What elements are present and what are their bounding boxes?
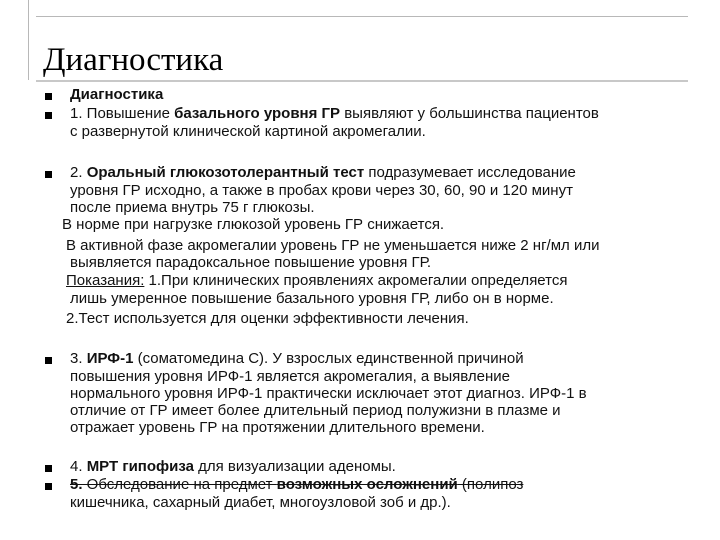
item2-line2: уровня ГР исходно, а также в пробах крови через 30, 60, 90 и 120 минут <box>70 182 573 199</box>
item4-line1: 4. МРТ гипофиза для визуализации аденомы. <box>70 458 396 475</box>
item3-line5: отражает уровень ГР на протяжении длительного времени. <box>70 419 485 436</box>
bullet-icon <box>45 112 52 119</box>
item1-line1: 1. Повышение базального уровня ГР выявляют у большинства пациентов <box>70 105 599 122</box>
bullet-icon <box>45 483 52 490</box>
bullet-icon <box>45 357 52 364</box>
item3-line3: нормального уровня ИРФ-1 практически исключает этот диагноз. ИРФ-1 в <box>70 385 587 402</box>
item2-line1: 2. Оральный глюкозотолерантный тест подразумевает исследование <box>70 164 576 181</box>
item2-active-line2: выявляется парадоксальное повышение уровня ГР. <box>70 254 432 271</box>
item5-line2: кишечника, сахарный диабет, многоузловой зоб и др.). <box>70 494 451 511</box>
item2-indications-line2: лишь умеренное повышение базального уровня ГР, либо он в норме. <box>70 290 554 307</box>
bullet-icon <box>45 465 52 472</box>
item2-norm: В норме при нагрузке глюкозой уровень ГР снижается. <box>62 216 445 233</box>
item2-active-line1: В активной фазе акромегалии уровень ГР не уменьшается ниже 2 нг/мл или <box>66 237 600 254</box>
item3-line2: повышения уровня ИРФ-1 является акромегалия, а выявление <box>70 368 511 385</box>
item3-line1: 3. ИРФ-1 (соматомедина С). У взрослых единственной причиной <box>70 350 524 367</box>
bullet-icon <box>45 171 52 178</box>
item5-line1: 5. Обследование на предмет возможных осложнений (полипоз <box>70 476 524 493</box>
item2-indications-line3: 2.Тест используется для оценки эффективности лечения. <box>66 310 469 327</box>
item1-line2: с развернутой клинической картиной акромегалии. <box>70 123 426 140</box>
item2-indications-line1: Показания: 1.При клинических проявлениях акромегалии определяется <box>66 272 568 289</box>
item3-line4: отличие от ГР имеет более длительный период полужизни в плазме и <box>70 402 561 419</box>
bullet-icon <box>45 93 52 100</box>
item2-line3: после приема внутрь 75 г глюкозы. <box>70 199 315 216</box>
item1-heading: Диагностика <box>70 86 164 103</box>
slide-title: Диагностика <box>43 42 224 78</box>
